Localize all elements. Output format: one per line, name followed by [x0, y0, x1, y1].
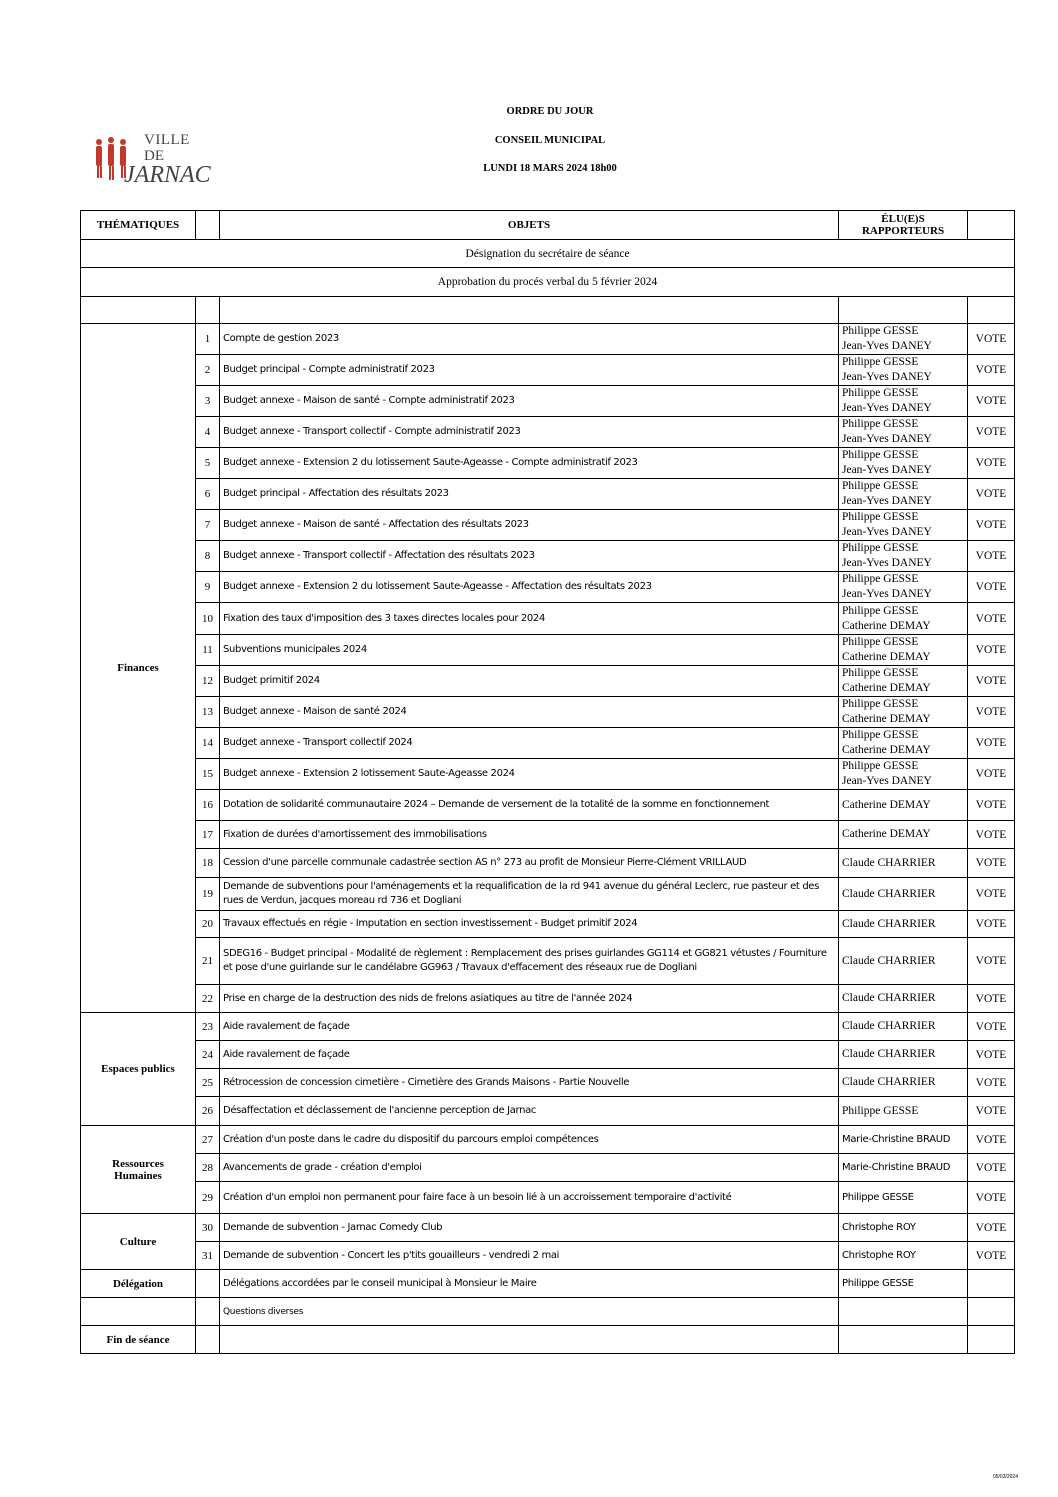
item-number: 5 [196, 448, 220, 479]
agenda-row [81, 386, 1015, 417]
column-header-objects: OBJETS [220, 211, 839, 240]
rapporteur-name: Philippe GESSE [842, 573, 919, 585]
rapporteur-name: Claude CHARRIER [842, 1020, 936, 1032]
rapporteur-name: Philippe GESSE [842, 449, 919, 461]
item-rapporteurs [839, 821, 968, 849]
spacer-cell [968, 297, 1015, 324]
item-rapporteurs [839, 985, 968, 1013]
item-vote: VOTE [968, 790, 1015, 821]
item-rapporteurs [839, 1041, 968, 1069]
item-object: Compte de gestion 2023 [220, 324, 839, 355]
item-rapporteurs [839, 759, 968, 790]
rapporteur-name: Claude CHARRIER [842, 954, 936, 967]
council-title: CONSEIL MUNICIPAL [494, 135, 606, 146]
empty-cell [196, 1326, 220, 1354]
fin-de-seance-row [81, 1326, 1015, 1354]
rapporteur-name: Philippe GESSE [842, 760, 919, 772]
item-number: 15 [196, 759, 220, 790]
item-number: 3 [196, 386, 220, 417]
item-vote: VOTE [968, 510, 1015, 541]
item-rapporteurs [839, 1097, 968, 1126]
agenda-row [81, 1126, 1015, 1154]
item-vote: VOTE [968, 1041, 1015, 1069]
rapporteur-name: Marie-Christine BRAUD [842, 1134, 951, 1145]
item-object: Fixation de durées d'amortissement des immobilisations [220, 821, 839, 849]
item-vote: VOTE [968, 697, 1015, 728]
item-vote: VOTE [968, 355, 1015, 386]
item-number: 8 [196, 541, 220, 572]
item-number: 4 [196, 417, 220, 448]
item-rapporteurs [839, 324, 968, 355]
item-object: Travaux effectués en régie - Imputation en section investissement - Budget primitif 2024 [220, 911, 839, 938]
theme-cell: Finances [81, 324, 196, 1013]
rapporteur-name: Jean-Yves DANEY [842, 433, 932, 445]
agenda-title: ORDRE DU JOUR [506, 106, 594, 117]
item-number: 13 [196, 697, 220, 728]
item-rapporteurs [839, 1270, 968, 1298]
rapporteur-name: Marie-Christine BRAUD [842, 1162, 951, 1173]
item-number: 12 [196, 666, 220, 697]
item-vote: VOTE [968, 386, 1015, 417]
item-vote: VOTE [968, 1182, 1015, 1214]
item-rapporteurs [839, 849, 968, 878]
item-object: Création d'un poste dans le cadre du dispositif du parcours emploi compétences [220, 1126, 839, 1154]
item-object: Budget annexe - Maison de santé - Affectation des résultats 2023 [220, 510, 839, 541]
rapporteur-name: Philippe GESSE [842, 356, 919, 368]
agenda-row [81, 1182, 1015, 1214]
agenda-row [81, 697, 1015, 728]
rapporteur-name: Catherine DEMAY [842, 682, 931, 694]
rapporteur-name: Philippe GESSE [842, 325, 919, 337]
item-vote: VOTE [968, 603, 1015, 635]
item-object: Délégations accordées par le conseil municipal à Monsieur le Maire [220, 1270, 839, 1298]
item-number: 16 [196, 790, 220, 821]
spacer-cell [81, 297, 196, 324]
item-number: 21 [196, 938, 220, 985]
item-rapporteurs [839, 386, 968, 417]
item-rapporteurs [839, 938, 968, 985]
item-vote: VOTE [968, 479, 1015, 510]
agenda-row [81, 448, 1015, 479]
spacer-cell [196, 297, 220, 324]
item-vote: VOTE [968, 1214, 1015, 1242]
logo-text-de: DE [144, 148, 164, 164]
agenda-row [81, 510, 1015, 541]
agenda-row [81, 324, 1015, 355]
spacer-cell [839, 297, 968, 324]
item-rapporteurs [839, 603, 968, 635]
agenda-row [81, 666, 1015, 697]
rapporteur-name: Philippe GESSE [842, 729, 919, 741]
item-rapporteurs [839, 448, 968, 479]
item-rapporteurs [839, 541, 968, 572]
item-number: 2 [196, 355, 220, 386]
item-vote: VOTE [968, 1154, 1015, 1182]
rapporteur-name: Catherine DEMAY [842, 798, 931, 811]
empty-cell [220, 1326, 839, 1354]
rapporteur-name: Philippe GESSE [842, 387, 919, 399]
agenda-table [80, 210, 1015, 1354]
empty-cell [839, 1298, 968, 1326]
item-object: Rétrocession de concession cimetière - Cimetière des Grands Maisons - Partie Nouvelle [220, 1069, 839, 1097]
item-object: Dotation de solidarité communautaire 2024 – Demande de versement de la totalité de la somme en fonctionnement [220, 790, 839, 821]
empty-cell [968, 1298, 1015, 1326]
rapporteur-name: Claude CHARRIER [842, 887, 936, 900]
agenda-row [81, 1154, 1015, 1182]
rapporteur-name: Claude CHARRIER [842, 1076, 936, 1088]
item-object: Budget annexe - Transport collectif 2024 [220, 728, 839, 759]
intro-row [81, 240, 1015, 268]
agenda-row [81, 1041, 1015, 1069]
item-number: 17 [196, 821, 220, 849]
item-vote: VOTE [968, 635, 1015, 666]
agenda-row [81, 479, 1015, 510]
item-vote: VOTE [968, 759, 1015, 790]
agenda-row [81, 821, 1015, 849]
item-rapporteurs [839, 479, 968, 510]
item-number: 18 [196, 849, 220, 878]
theme-cell: Culture [81, 1214, 196, 1270]
item-rapporteurs [839, 1069, 968, 1097]
item-rapporteurs [839, 635, 968, 666]
item-object: Aide ravalement de façade [220, 1013, 839, 1041]
item-object: Budget principal - Affectation des résultats 2023 [220, 479, 839, 510]
item-rapporteurs [839, 417, 968, 448]
item-vote: VOTE [968, 1126, 1015, 1154]
item-number: 9 [196, 572, 220, 603]
agenda-row [81, 541, 1015, 572]
rapporteur-name: Philippe GESSE [842, 511, 919, 523]
empty-cell [81, 1298, 196, 1326]
item-vote: VOTE [968, 728, 1015, 759]
item-object: Demande de subvention - Jarnac Comedy Club [220, 1214, 839, 1242]
item-vote: VOTE [968, 821, 1015, 849]
item-object: Fixation des taux d'imposition des 3 taxes directes locales pour 2024 [220, 603, 839, 635]
rapporteur-name: Philippe GESSE [842, 1192, 914, 1203]
rapporteur-name: Philippe GESSE [842, 698, 919, 710]
column-header-rapporteurs: ÉLU(E)S RAPPORTEURS [839, 211, 968, 240]
rapporteur-name: Philippe GESSE [842, 604, 919, 617]
item-vote: VOTE [968, 878, 1015, 911]
item-number: 27 [196, 1126, 220, 1154]
item-object: SDEG16 - Budget principal - Modalité de règlement : Remplacement des prises guirlandes GG114 et GG821 vétustes / Fourniture et pose d'une guirlande sur le candélabre GG963 / Travaux d'effacement des réseaux rue de Dogliani [220, 938, 839, 985]
item-rapporteurs [839, 1013, 968, 1041]
item-number: 26 [196, 1097, 220, 1126]
item-vote: VOTE [968, 666, 1015, 697]
rapporteur-name: Philippe GESSE [842, 636, 919, 648]
agenda-body [81, 240, 1015, 1354]
rapporteur-name: Christophe ROY [842, 1250, 916, 1261]
item-number: 23 [196, 1013, 220, 1041]
column-header-number [196, 211, 220, 240]
agenda-row [81, 759, 1015, 790]
item-object: Budget annexe - Extension 2 du lotissement Saute-Ageasse - Compte administratif 2023 [220, 448, 839, 479]
theme-cell: Ressources Humaines [81, 1126, 196, 1214]
item-rapporteurs [839, 1214, 968, 1242]
rapporteur-name: Claude CHARRIER [842, 992, 936, 1004]
rapporteur-name: Philippe GESSE [842, 542, 919, 554]
agenda-row [81, 938, 1015, 985]
item-rapporteurs [839, 1154, 968, 1182]
agenda-row [81, 849, 1015, 878]
agenda-row [81, 1214, 1015, 1242]
empty-cell [968, 1326, 1015, 1354]
agenda-row [81, 603, 1015, 635]
empty-cell [839, 1326, 968, 1354]
item-vote: VOTE [968, 985, 1015, 1013]
questions-diverses-row [81, 1298, 1015, 1326]
item-vote: VOTE [968, 1242, 1015, 1270]
item-vote: VOTE [968, 849, 1015, 878]
agenda-row [81, 790, 1015, 821]
item-rapporteurs [839, 911, 968, 938]
agenda-row [81, 1097, 1015, 1126]
rapporteur-name: Philippe GESSE [842, 667, 919, 679]
item-object: Avancements de grade - création d'emploi [220, 1154, 839, 1182]
item-object: Budget annexe - Transport collectif - Compte administratif 2023 [220, 417, 839, 448]
rapporteur-name: Jean-Yves DANEY [842, 557, 932, 569]
item-vote: VOTE [968, 448, 1015, 479]
item-object: Budget annexe - Extension 2 du lotissement Saute-Ageasse - Affectation des résultats 2023 [220, 572, 839, 603]
item-number: 7 [196, 510, 220, 541]
theme-cell: Délégation [81, 1270, 196, 1298]
meeting-date: LUNDI 18 MARS 2024 18h00 [483, 163, 617, 174]
logo-text-ville: VILLE [144, 132, 190, 148]
item-object: Cession d'une parcelle communale cadastrée section AS n° 273 au profit de Monsieur Pierre-Clément VRILLAUD [220, 849, 839, 878]
item-rapporteurs [839, 878, 968, 911]
table-header-row [81, 211, 1015, 240]
rapporteur-name: Jean-Yves DANEY [842, 775, 932, 787]
rapporteur-name: Jean-Yves DANEY [842, 526, 932, 538]
rapporteur-name: Jean-Yves DANEY [842, 495, 932, 507]
spacer-row [81, 297, 1015, 324]
rapporteur-name: Jean-Yves DANEY [842, 371, 932, 383]
item-object: Demande de subvention - Concert les p'tits gouailleurs - vendredi 2 mai [220, 1242, 839, 1270]
rapporteur-name: Claude CHARRIER [842, 917, 936, 930]
agenda-row [81, 911, 1015, 938]
intro-proces-verbal: Approbation du procés verbal du 5 février 2024 [81, 268, 1015, 297]
rapporteur-name: Philippe GESSE [842, 1278, 914, 1289]
item-rapporteurs [839, 697, 968, 728]
item-object: Prise en charge de la destruction des nids de frelons asiatiques au titre de l'année 2024 [220, 985, 839, 1013]
item-object: Désaffectation et déclassement de l'ancienne perception de Jarnac [220, 1097, 839, 1126]
item-vote [968, 1270, 1015, 1298]
item-object: Création d'un emploi non permanent pour faire face à un besoin lié à un accroissement temporaire d'activité [220, 1182, 839, 1214]
item-number: 11 [196, 635, 220, 666]
item-object: Budget annexe - Maison de santé - Compte administratif 2023 [220, 386, 839, 417]
questions-diverses-cell: Questions diverses [220, 1298, 839, 1326]
agenda-row [81, 1270, 1015, 1298]
column-header-vote [968, 211, 1015, 240]
rapporteur-name: Jean-Yves DANEY [842, 402, 932, 414]
item-number: 28 [196, 1154, 220, 1182]
rapporteur-name: Claude CHARRIER [842, 856, 936, 869]
item-object: Budget principal - Compte administratif 2023 [220, 355, 839, 386]
footer-date: 05/03/2024 [992, 1474, 1018, 1480]
item-rapporteurs [839, 510, 968, 541]
rapporteur-name: Philippe GESSE [842, 480, 919, 492]
item-vote: VOTE [968, 417, 1015, 448]
intro-secretary: Désignation du secrétaire de séance [81, 240, 1015, 268]
item-vote: VOTE [968, 938, 1015, 985]
item-number: 31 [196, 1242, 220, 1270]
item-vote: VOTE [968, 324, 1015, 355]
item-object: Budget annexe - Maison de santé 2024 [220, 697, 839, 728]
item-rapporteurs [839, 728, 968, 759]
item-number: 19 [196, 878, 220, 911]
rapporteur-name: Claude CHARRIER [842, 1048, 936, 1060]
empty-cell [196, 1298, 220, 1326]
item-number: 29 [196, 1182, 220, 1214]
item-rapporteurs [839, 572, 968, 603]
agenda-row [81, 417, 1015, 448]
document-header [0, 0, 1058, 210]
rapporteur-name: Christophe ROY [842, 1222, 916, 1233]
rapporteur-name: Jean-Yves DANEY [842, 340, 932, 352]
rapporteur-name: Catherine DEMAY [842, 828, 931, 840]
rapporteur-name: Jean-Yves DANEY [842, 588, 932, 600]
rapporteur-name: Jean-Yves DANEY [842, 464, 932, 476]
ville-de-jarnac-logo [92, 132, 211, 194]
item-number: 25 [196, 1069, 220, 1097]
item-vote: VOTE [968, 572, 1015, 603]
rapporteur-name: Catherine DEMAY [842, 651, 931, 663]
rapporteur-name: Catherine DEMAY [842, 744, 931, 756]
item-number: 22 [196, 985, 220, 1013]
item-rapporteurs [839, 666, 968, 697]
item-vote: VOTE [968, 1069, 1015, 1097]
theme-cell: Espaces publics [81, 1013, 196, 1126]
item-object: Subventions municipales 2024 [220, 635, 839, 666]
agenda-row [81, 1242, 1015, 1270]
agenda-row [81, 1069, 1015, 1097]
item-vote: VOTE [968, 1013, 1015, 1041]
item-rapporteurs [839, 1182, 968, 1214]
item-number: 10 [196, 603, 220, 635]
item-number: 1 [196, 324, 220, 355]
item-number: 24 [196, 1041, 220, 1069]
agenda-row [81, 1013, 1015, 1041]
item-object: Aide ravalement de façade [220, 1041, 839, 1069]
rapporteur-name: Philippe GESSE [842, 418, 919, 430]
agenda-row [81, 878, 1015, 911]
agenda-row [81, 572, 1015, 603]
agenda-row [81, 635, 1015, 666]
column-header-theme: THÉMATIQUES [81, 211, 196, 240]
spacer-cell [220, 297, 839, 324]
fin-de-seance-cell: Fin de séance [81, 1326, 196, 1354]
item-object: Budget annexe - Transport collectif - Affectation des résultats 2023 [220, 541, 839, 572]
agenda-row [81, 355, 1015, 386]
item-number: 14 [196, 728, 220, 759]
item-rapporteurs [839, 1242, 968, 1270]
item-rapporteurs [839, 355, 968, 386]
agenda-row [81, 728, 1015, 759]
item-number: 30 [196, 1214, 220, 1242]
item-vote: VOTE [968, 541, 1015, 572]
rapporteur-name: Catherine DEMAY [842, 713, 931, 725]
item-object: Demande de subventions pour l'aménagements et la requalification de la rd 941 avenue du général Leclerc, rue pasteur et des rues de Verdun, jacques moreau rd 736 et Dogliani [220, 878, 839, 911]
rapporteur-name: Catherine DEMAY [842, 619, 931, 632]
item-number: 20 [196, 911, 220, 938]
item-vote: VOTE [968, 911, 1015, 938]
item-number: 6 [196, 479, 220, 510]
item-number [196, 1270, 220, 1298]
agenda-row [81, 985, 1015, 1013]
item-rapporteurs [839, 1126, 968, 1154]
item-vote: VOTE [968, 1097, 1015, 1126]
item-object: Budget annexe - Extension 2 lotissement Saute-Ageasse 2024 [220, 759, 839, 790]
intro-row [81, 268, 1015, 297]
item-object: Budget primitif 2024 [220, 666, 839, 697]
logo-text-jarnac: JARNAC [124, 162, 211, 188]
rapporteur-name: Philippe GESSE [842, 1104, 919, 1117]
item-rapporteurs [839, 790, 968, 821]
